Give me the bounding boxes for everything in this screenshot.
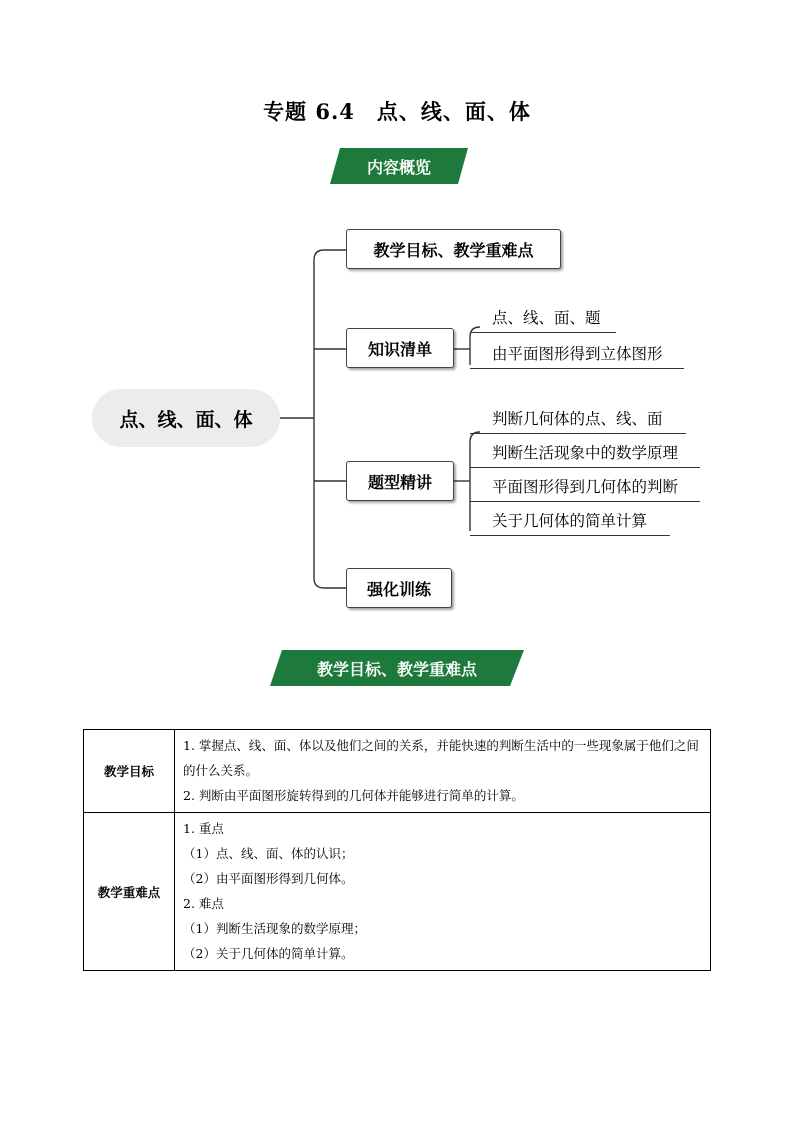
content-line: （1）判断生活现象的数学原理；: [183, 921, 366, 936]
row-label-goals: 教学目标: [84, 730, 175, 813]
goals-table: [83, 729, 711, 971]
leaf-type-4: 关于几何体的简单计算: [470, 509, 670, 536]
content-line: （2）关于几何体的简单计算。: [183, 946, 354, 961]
branch-practice: 强化训练: [346, 568, 452, 608]
leaf-type-2: 判断生活现象中的数学原理: [470, 441, 700, 468]
content-line: 2. 判断由平面图形旋转得到的几何体并能够进行简单的计算。: [183, 788, 524, 803]
row-label-key-points: 教学重难点: [84, 813, 175, 971]
row-content-key-points: [175, 813, 711, 971]
branch-teaching-goals: 教学目标、教学重难点: [346, 229, 561, 269]
leaf-type-1: 判断几何体的点、线、面: [470, 407, 686, 434]
content-line: 2. 难点: [183, 896, 224, 911]
content-line: 1. 重点: [183, 821, 224, 836]
goals-banner: [270, 650, 524, 686]
leaf-type-3: 平面图形得到几何体的判断: [470, 475, 700, 502]
mindmap-root: 点、线、面、体: [92, 389, 280, 447]
goals-banner-label: 教学目标、教学重难点: [316, 659, 477, 679]
table-row: [84, 813, 711, 971]
page-title: 专题 6.4 点、线、面、体: [263, 99, 531, 124]
leaf-knowledge-2: 由平面图形得到立体图形: [470, 342, 684, 369]
leaf-knowledge-1: 点、线、面、题: [470, 306, 616, 333]
branch-knowledge-list: 知识清单: [346, 328, 454, 368]
table-row: [84, 730, 711, 813]
content-line: （2）由平面图形得到几何体。: [183, 871, 354, 886]
overview-banner-label: 内容概览: [366, 157, 431, 177]
content-line: 1. 掌握点、线、面、体以及他们之间的关系，并能快速的判断生活中的一些现象属于他们之间的什么关系。: [183, 738, 699, 778]
content-line: （1）点、线、面、体的认识；: [183, 846, 354, 861]
branch-question-types: 题型精讲: [346, 461, 454, 501]
row-content-goals: [175, 730, 711, 813]
